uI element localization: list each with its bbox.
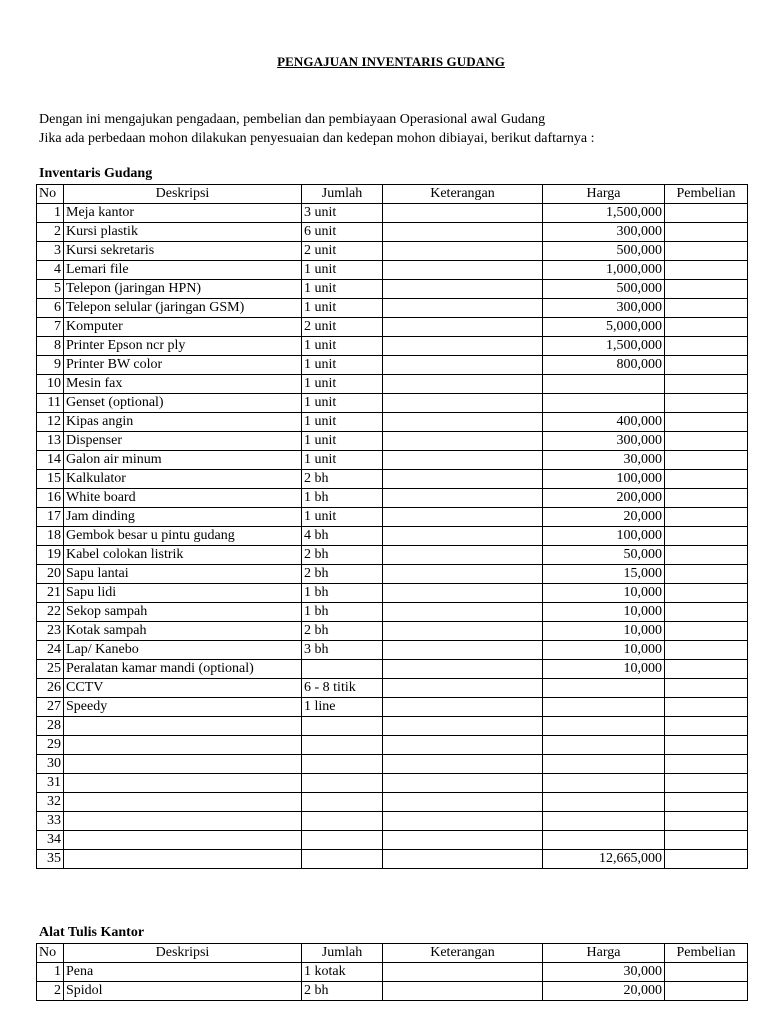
cell-jumlah: 1 kotak	[302, 963, 383, 982]
cell-no: 31	[37, 774, 64, 793]
cell-keterangan	[383, 736, 543, 755]
intro-text	[39, 110, 595, 148]
cell-no: 24	[37, 641, 64, 660]
cell-harga: 1,500,000	[543, 204, 665, 223]
cell-keterangan	[383, 204, 543, 223]
cell-harga	[543, 375, 665, 394]
table-row	[37, 679, 748, 698]
cell-keterangan	[383, 622, 543, 641]
cell-deskripsi: Lap/ Kanebo	[64, 641, 302, 660]
cell-harga: 10,000	[543, 603, 665, 622]
cell-deskripsi: Peralatan kamar mandi (optional)	[64, 660, 302, 679]
cell-pembelian	[665, 375, 748, 394]
cell-no: 21	[37, 584, 64, 603]
cell-pembelian	[665, 451, 748, 470]
cell-deskripsi: Meja kantor	[64, 204, 302, 223]
header-pembelian: Pembelian	[665, 185, 748, 204]
cell-keterangan	[383, 603, 543, 622]
cell-jumlah: 3 bh	[302, 641, 383, 660]
header-harga: Harga	[543, 185, 665, 204]
cell-keterangan	[383, 299, 543, 318]
cell-keterangan	[383, 774, 543, 793]
cell-pembelian	[665, 280, 748, 299]
cell-jumlah: 1 unit	[302, 432, 383, 451]
cell-harga: 500,000	[543, 242, 665, 261]
cell-harga	[543, 793, 665, 812]
cell-harga: 30,000	[543, 963, 665, 982]
cell-no: 14	[37, 451, 64, 470]
cell-pembelian	[665, 508, 748, 527]
cell-harga: 20,000	[543, 982, 665, 1001]
cell-deskripsi: Telepon (jaringan HPN)	[64, 280, 302, 299]
atk-table-body	[37, 963, 748, 1001]
cell-no: 25	[37, 660, 64, 679]
cell-pembelian	[665, 641, 748, 660]
cell-pembelian	[665, 565, 748, 584]
cell-no: 1	[37, 204, 64, 223]
cell-deskripsi: Dispenser	[64, 432, 302, 451]
header-deskripsi: Deskripsi	[64, 944, 302, 963]
table-row	[37, 584, 748, 603]
cell-jumlah: 2 bh	[302, 565, 383, 584]
cell-keterangan	[383, 982, 543, 1001]
cell-harga: 15,000	[543, 565, 665, 584]
table-row	[37, 755, 748, 774]
cell-jumlah: 1 unit	[302, 299, 383, 318]
cell-jumlah: 3 unit	[302, 204, 383, 223]
intro-line: Jika ada perbedaan mohon dilakukan penyesuaian dan kedepan mohon dibiayai, berikut daftarnya :	[39, 131, 595, 146]
cell-pembelian	[665, 679, 748, 698]
table-row	[37, 413, 748, 432]
cell-pembelian	[665, 850, 748, 869]
cell-keterangan	[383, 584, 543, 603]
cell-keterangan	[383, 356, 543, 375]
header-deskripsi: Deskripsi	[64, 185, 302, 204]
cell-pembelian	[665, 660, 748, 679]
cell-jumlah: 1 line	[302, 698, 383, 717]
table-row	[37, 527, 748, 546]
cell-harga	[543, 812, 665, 831]
cell-pembelian	[665, 204, 748, 223]
header-jumlah: Jumlah	[302, 944, 383, 963]
table-row	[37, 546, 748, 565]
table-row	[37, 565, 748, 584]
cell-keterangan	[383, 394, 543, 413]
cell-pembelian	[665, 394, 748, 413]
cell-harga: 10,000	[543, 584, 665, 603]
cell-harga: 300,000	[543, 432, 665, 451]
cell-jumlah	[302, 793, 383, 812]
cell-pembelian	[665, 527, 748, 546]
cell-keterangan	[383, 489, 543, 508]
cell-no: 29	[37, 736, 64, 755]
cell-jumlah: 1 unit	[302, 356, 383, 375]
cell-jumlah: 1 unit	[302, 261, 383, 280]
cell-deskripsi: Telepon selular (jaringan GSM)	[64, 299, 302, 318]
cell-keterangan	[383, 793, 543, 812]
cell-no: 30	[37, 755, 64, 774]
table-row	[37, 356, 748, 375]
cell-deskripsi: Kursi plastik	[64, 223, 302, 242]
cell-deskripsi: Kipas angin	[64, 413, 302, 432]
cell-harga	[543, 774, 665, 793]
cell-pembelian	[665, 356, 748, 375]
cell-harga: 10,000	[543, 622, 665, 641]
cell-jumlah	[302, 812, 383, 831]
table-row	[37, 982, 748, 1001]
cell-pembelian	[665, 470, 748, 489]
cell-deskripsi	[64, 774, 302, 793]
cell-no: 13	[37, 432, 64, 451]
cell-deskripsi: Kursi sekretaris	[64, 242, 302, 261]
cell-jumlah: 1 unit	[302, 394, 383, 413]
cell-pembelian	[665, 736, 748, 755]
cell-no: 16	[37, 489, 64, 508]
cell-jumlah	[302, 774, 383, 793]
cell-deskripsi	[64, 717, 302, 736]
cell-jumlah	[302, 850, 383, 869]
cell-deskripsi: Kotak sampah	[64, 622, 302, 641]
cell-harga	[543, 736, 665, 755]
cell-deskripsi: Jam dinding	[64, 508, 302, 527]
table-header-row	[37, 185, 748, 204]
cell-harga: 30,000	[543, 451, 665, 470]
cell-harga: 800,000	[543, 356, 665, 375]
cell-keterangan	[383, 812, 543, 831]
cell-no: 3	[37, 242, 64, 261]
cell-jumlah: 4 bh	[302, 527, 383, 546]
cell-keterangan	[383, 261, 543, 280]
cell-jumlah: 1 unit	[302, 413, 383, 432]
cell-keterangan	[383, 660, 543, 679]
cell-no: 35	[37, 850, 64, 869]
page-title: PENGAJUAN INVENTARIS GUDANG	[277, 54, 505, 69]
cell-harga: 50,000	[543, 546, 665, 565]
cell-no: 2	[37, 223, 64, 242]
table-row	[37, 603, 748, 622]
cell-jumlah: 2 unit	[302, 242, 383, 261]
cell-jumlah: 1 unit	[302, 280, 383, 299]
cell-no: 1	[37, 963, 64, 982]
cell-jumlah: 2 bh	[302, 546, 383, 565]
inventaris-table	[36, 184, 748, 869]
cell-pembelian	[665, 622, 748, 641]
cell-keterangan	[383, 242, 543, 261]
cell-deskripsi: Mesin fax	[64, 375, 302, 394]
header-jumlah: Jumlah	[302, 185, 383, 204]
cell-deskripsi	[64, 831, 302, 850]
cell-jumlah: 2 bh	[302, 622, 383, 641]
cell-harga	[543, 755, 665, 774]
cell-deskripsi: Pena	[64, 963, 302, 982]
header-keterangan: Keterangan	[383, 185, 543, 204]
cell-pembelian	[665, 774, 748, 793]
cell-pembelian	[665, 489, 748, 508]
cell-harga: 10,000	[543, 641, 665, 660]
cell-pembelian	[665, 261, 748, 280]
cell-harga	[543, 717, 665, 736]
cell-pembelian	[665, 831, 748, 850]
table-row	[37, 831, 748, 850]
cell-deskripsi: Kalkulator	[64, 470, 302, 489]
cell-harga	[543, 679, 665, 698]
header-no: No	[37, 185, 64, 204]
cell-no: 15	[37, 470, 64, 489]
cell-keterangan	[383, 963, 543, 982]
cell-harga: 1,500,000	[543, 337, 665, 356]
cell-no: 23	[37, 622, 64, 641]
table-row	[37, 280, 748, 299]
table-row	[37, 489, 748, 508]
cell-no: 2	[37, 982, 64, 1001]
cell-harga	[543, 394, 665, 413]
table-row	[37, 223, 748, 242]
table-row	[37, 261, 748, 280]
cell-no: 34	[37, 831, 64, 850]
table-row	[37, 793, 748, 812]
cell-harga: 10,000	[543, 660, 665, 679]
cell-jumlah: 2 unit	[302, 318, 383, 337]
cell-no: 22	[37, 603, 64, 622]
atk-table	[36, 943, 748, 1001]
table-row	[37, 242, 748, 261]
table-row	[37, 963, 748, 982]
cell-pembelian	[665, 603, 748, 622]
cell-harga: 400,000	[543, 413, 665, 432]
table-row	[37, 508, 748, 527]
cell-pembelian	[665, 242, 748, 261]
cell-pembelian	[665, 223, 748, 242]
cell-jumlah: 2 bh	[302, 470, 383, 489]
cell-deskripsi	[64, 793, 302, 812]
cell-keterangan	[383, 831, 543, 850]
cell-keterangan	[383, 470, 543, 489]
cell-pembelian	[665, 755, 748, 774]
table-row	[37, 470, 748, 489]
cell-keterangan	[383, 717, 543, 736]
table-row	[37, 451, 748, 470]
cell-jumlah: 1 bh	[302, 489, 383, 508]
cell-no: 9	[37, 356, 64, 375]
cell-no: 12	[37, 413, 64, 432]
cell-pembelian	[665, 812, 748, 831]
cell-pembelian	[665, 584, 748, 603]
cell-pembelian	[665, 413, 748, 432]
cell-pembelian	[665, 299, 748, 318]
table-row	[37, 641, 748, 660]
cell-pembelian	[665, 318, 748, 337]
cell-jumlah: 1 bh	[302, 584, 383, 603]
cell-no: 18	[37, 527, 64, 546]
cell-no: 26	[37, 679, 64, 698]
table-row	[37, 337, 748, 356]
cell-deskripsi	[64, 812, 302, 831]
cell-pembelian	[665, 698, 748, 717]
inventaris-table-body	[37, 204, 748, 869]
cell-no: 10	[37, 375, 64, 394]
cell-pembelian	[665, 546, 748, 565]
cell-harga: 5,000,000	[543, 318, 665, 337]
cell-deskripsi: Lemari file	[64, 261, 302, 280]
header-keterangan: Keterangan	[383, 944, 543, 963]
cell-jumlah: 1 unit	[302, 451, 383, 470]
cell-jumlah	[302, 660, 383, 679]
cell-jumlah: 2 bh	[302, 982, 383, 1001]
cell-no: 11	[37, 394, 64, 413]
cell-jumlah: 1 bh	[302, 603, 383, 622]
cell-no: 28	[37, 717, 64, 736]
cell-deskripsi: Printer Epson ncr ply	[64, 337, 302, 356]
cell-harga: 500,000	[543, 280, 665, 299]
cell-deskripsi: Sapu lantai	[64, 565, 302, 584]
cell-no: 17	[37, 508, 64, 527]
cell-deskripsi	[64, 755, 302, 774]
cell-harga: 1,000,000	[543, 261, 665, 280]
cell-no: 33	[37, 812, 64, 831]
cell-pembelian	[665, 432, 748, 451]
cell-no: 5	[37, 280, 64, 299]
table-row	[37, 204, 748, 223]
cell-no: 32	[37, 793, 64, 812]
cell-jumlah: 1 unit	[302, 375, 383, 394]
section-title-atk: Alat Tulis Kantor	[39, 925, 145, 940]
cell-pembelian	[665, 982, 748, 1001]
table-row	[37, 812, 748, 831]
table-row	[37, 698, 748, 717]
cell-no: 6	[37, 299, 64, 318]
cell-deskripsi: Kabel colokan listrik	[64, 546, 302, 565]
table-row	[37, 318, 748, 337]
cell-deskripsi: White board	[64, 489, 302, 508]
cell-deskripsi: Speedy	[64, 698, 302, 717]
cell-deskripsi	[64, 736, 302, 755]
cell-jumlah	[302, 717, 383, 736]
cell-harga	[543, 698, 665, 717]
cell-pembelian	[665, 337, 748, 356]
cell-deskripsi: Sapu lidi	[64, 584, 302, 603]
cell-deskripsi: Gembok besar u pintu gudang	[64, 527, 302, 546]
cell-keterangan	[383, 565, 543, 584]
cell-jumlah: 6 unit	[302, 223, 383, 242]
table-row	[37, 432, 748, 451]
cell-harga: 300,000	[543, 299, 665, 318]
cell-no: 7	[37, 318, 64, 337]
cell-jumlah: 1 unit	[302, 508, 383, 527]
cell-harga: 12,665,000	[543, 850, 665, 869]
table-row	[37, 660, 748, 679]
header-no: No	[37, 944, 64, 963]
cell-keterangan	[383, 850, 543, 869]
cell-keterangan	[383, 641, 543, 660]
table-row	[37, 850, 748, 869]
cell-deskripsi: Sekop sampah	[64, 603, 302, 622]
table-row	[37, 375, 748, 394]
section-title-inventaris: Inventaris Gudang	[39, 166, 153, 181]
cell-keterangan	[383, 451, 543, 470]
cell-keterangan	[383, 508, 543, 527]
table-row	[37, 774, 748, 793]
intro-line: Dengan ini mengajukan pengadaan, pembelian dan pembiayaan Operasional awal Gudang	[39, 112, 546, 127]
cell-harga	[543, 831, 665, 850]
cell-harga: 100,000	[543, 527, 665, 546]
table-row	[37, 299, 748, 318]
cell-harga: 200,000	[543, 489, 665, 508]
cell-no: 4	[37, 261, 64, 280]
cell-keterangan	[383, 375, 543, 394]
cell-jumlah	[302, 831, 383, 850]
cell-deskripsi: Komputer	[64, 318, 302, 337]
cell-keterangan	[383, 413, 543, 432]
cell-jumlah	[302, 736, 383, 755]
cell-keterangan	[383, 546, 543, 565]
cell-deskripsi	[64, 850, 302, 869]
table-header-row	[37, 944, 748, 963]
cell-pembelian	[665, 717, 748, 736]
cell-pembelian	[665, 793, 748, 812]
cell-keterangan	[383, 223, 543, 242]
cell-keterangan	[383, 679, 543, 698]
cell-harga: 100,000	[543, 470, 665, 489]
cell-no: 20	[37, 565, 64, 584]
cell-no: 8	[37, 337, 64, 356]
table-row	[37, 622, 748, 641]
cell-harga: 300,000	[543, 223, 665, 242]
table-row	[37, 736, 748, 755]
cell-jumlah	[302, 755, 383, 774]
cell-no: 27	[37, 698, 64, 717]
cell-keterangan	[383, 755, 543, 774]
cell-deskripsi: Spidol	[64, 982, 302, 1001]
cell-jumlah: 6 - 8 titik	[302, 679, 383, 698]
cell-no: 19	[37, 546, 64, 565]
table-row	[37, 394, 748, 413]
header-harga: Harga	[543, 944, 665, 963]
cell-pembelian	[665, 963, 748, 982]
cell-harga: 20,000	[543, 508, 665, 527]
cell-keterangan	[383, 527, 543, 546]
cell-deskripsi: Printer BW color	[64, 356, 302, 375]
cell-keterangan	[383, 337, 543, 356]
cell-deskripsi: Genset (optional)	[64, 394, 302, 413]
header-pembelian: Pembelian	[665, 944, 748, 963]
cell-keterangan	[383, 698, 543, 717]
cell-jumlah: 1 unit	[302, 337, 383, 356]
table-row	[37, 717, 748, 736]
cell-keterangan	[383, 280, 543, 299]
cell-deskripsi: Galon air minum	[64, 451, 302, 470]
cell-deskripsi: CCTV	[64, 679, 302, 698]
cell-keterangan	[383, 432, 543, 451]
cell-keterangan	[383, 318, 543, 337]
